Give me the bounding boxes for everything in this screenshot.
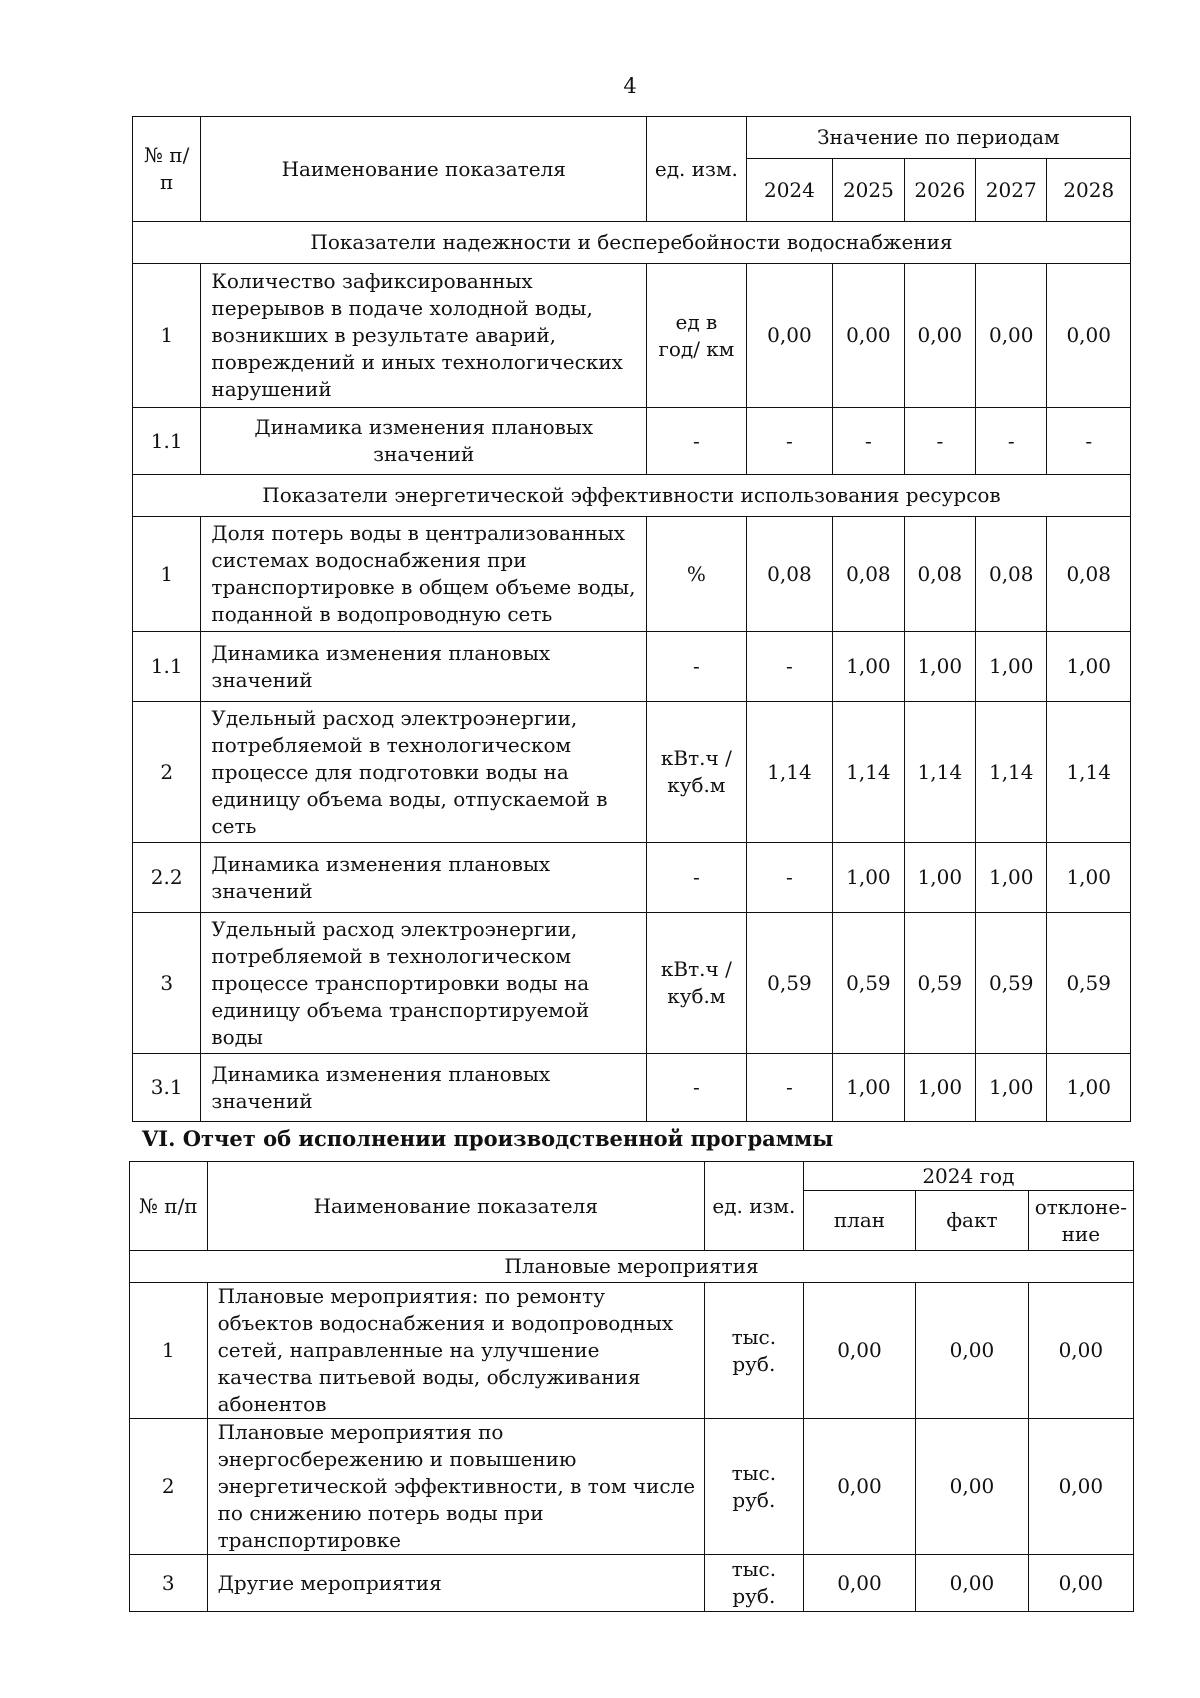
section-title-row [133,222,1131,264]
table-row [133,1054,1131,1122]
row-plan: 0,00 [803,1555,915,1612]
row-value: 0,08 [833,517,904,632]
row-num: 1 [133,517,201,632]
row-num: 3 [133,913,201,1054]
row-value: - [1047,408,1131,475]
row-unit: кВт.ч / куб.м [647,913,747,1054]
row-value: - [746,1054,833,1122]
table-row [133,408,1131,475]
header-unit: ед. изм. [704,1162,803,1251]
header-plan: план [803,1191,915,1251]
table2-header-row [130,1162,1134,1191]
row-plan: 0,00 [803,1283,915,1419]
header-period-group: Значение по периодам [746,117,1130,159]
header-year: 2027 [976,159,1047,222]
table-row [133,264,1131,408]
row-value: - [746,632,833,702]
row-name: Удельный расход электроэнергии, потребляемой в технологическом процессе транспортировки воды на единицу объема транспортируемой воды [201,913,647,1054]
row-value: 0,59 [833,913,904,1054]
table-row [133,843,1131,913]
row-value: 0,59 [904,913,975,1054]
row-value: 0,08 [904,517,975,632]
section-title-row [130,1251,1134,1283]
header-unit: ед. изм. [647,117,747,222]
row-value: 1,14 [746,702,833,843]
table-row [130,1283,1134,1419]
row-value: 0,00 [904,264,975,408]
row-unit: кВт.ч / куб.м [647,702,747,843]
header-year-group: 2024 год [803,1162,1133,1191]
row-value: 0,00 [976,264,1047,408]
header-name: Наименование показателя [207,1162,704,1251]
row-value: 1,00 [976,1054,1047,1122]
row-value: 0,59 [746,913,833,1054]
row-unit: - [647,632,747,702]
row-deviation: 0,00 [1028,1555,1133,1612]
table-row [133,632,1131,702]
row-value: 0,59 [976,913,1047,1054]
header-year: 2025 [833,159,904,222]
row-name: Плановые мероприятия по энергосбережению и повышению энергетической эффективности, в том числе по снижению потерь воды при транспортировке [207,1419,704,1555]
row-name: Динамика изменения плановых значений [201,408,647,475]
row-name: Количество зафиксированных перерывов в подаче холодной воды, возникших в результате аварий, повреждений и иных технологических нарушений [201,264,647,408]
row-fact: 0,00 [916,1555,1028,1612]
table-row [130,1555,1134,1612]
header-name: Наименование показателя [201,117,647,222]
row-value: - [833,408,904,475]
row-value: 1,00 [1047,843,1131,913]
row-value: 1,00 [976,843,1047,913]
row-plan: 0,00 [803,1419,915,1555]
section-vi-title: VI. Отчет об исполнении производственной программы [142,1126,834,1151]
row-value: 1,00 [833,843,904,913]
row-num: 2 [133,702,201,843]
row-num: 1.1 [133,632,201,702]
row-value: 1,00 [904,1054,975,1122]
row-value: 1,14 [904,702,975,843]
row-unit: ед в год/ км [647,264,747,408]
header-year: 2024 [746,159,833,222]
row-unit: - [647,1054,747,1122]
row-value: - [746,843,833,913]
row-value: 1,00 [976,632,1047,702]
row-value: 1,00 [1047,632,1131,702]
row-unit: тыс. руб. [704,1555,803,1612]
row-value: - [904,408,975,475]
header-year: 2028 [1047,159,1131,222]
row-unit: % [647,517,747,632]
row-value: 0,00 [746,264,833,408]
table-row [133,913,1131,1054]
table1-header-row [133,117,1131,159]
header-year: 2026 [904,159,975,222]
row-num: 1 [130,1283,208,1419]
row-value: 1,00 [833,1054,904,1122]
row-name: Динамика изменения плановых значений [201,1054,647,1122]
row-fact: 0,00 [916,1419,1028,1555]
row-num: 1 [133,264,201,408]
row-unit: - [647,843,747,913]
target-indicators-table [132,116,1131,1122]
row-fact: 0,00 [916,1283,1028,1419]
row-value: 0,08 [746,517,833,632]
row-value: - [746,408,833,475]
row-value: 1,14 [1047,702,1131,843]
row-value: 1,14 [833,702,904,843]
row-name: Удельный расход электроэнергии, потребляемой в технологическом процессе для подготовки воды на единицу объема воды, отпускаемой в сеть [201,702,647,843]
row-value: 1,00 [904,632,975,702]
row-name: Динамика изменения плановых значений [201,843,647,913]
header-deviation: отклоне-ние [1028,1191,1133,1251]
row-value: 1,00 [833,632,904,702]
header-fact: факт [916,1191,1028,1251]
section-title-planned: Плановые мероприятия [130,1251,1134,1283]
row-unit: тыс. руб. [704,1283,803,1419]
section-title-reliability: Показатели надежности и бесперебойности водоснабжения [133,222,1131,264]
row-num: 3 [130,1555,208,1612]
row-value: 0,00 [1047,264,1131,408]
row-num: 2 [130,1419,208,1555]
row-num: 1.1 [133,408,201,475]
section-title-row [133,475,1131,517]
table-row [133,517,1131,632]
row-num: 3.1 [133,1054,201,1122]
row-unit: тыс. руб. [704,1419,803,1555]
row-value: 1,00 [1047,1054,1131,1122]
page-number: 4 [623,74,637,98]
header-num: № п/п [133,117,201,222]
row-value: 0,08 [976,517,1047,632]
table-row [133,702,1131,843]
row-value: 0,08 [1047,517,1131,632]
row-name: Доля потерь воды в централизованных системах водоснабжения при транспортировке в общем объеме воды, поданной в водопроводную сеть [201,517,647,632]
row-name: Динамика изменения плановых значений [201,632,647,702]
row-value: 1,14 [976,702,1047,843]
program-report-table [129,1161,1134,1612]
section-title-energy: Показатели энергетической эффективности использования ресурсов [133,475,1131,517]
row-value: 0,00 [833,264,904,408]
row-deviation: 0,00 [1028,1419,1133,1555]
row-num: 2.2 [133,843,201,913]
row-deviation: 0,00 [1028,1283,1133,1419]
header-num: № п/п [130,1162,208,1251]
row-name: Другие мероприятия [207,1555,704,1612]
table-row [130,1419,1134,1555]
row-unit: - [647,408,747,475]
row-value: 1,00 [904,843,975,913]
row-value: - [976,408,1047,475]
row-value: 0,59 [1047,913,1131,1054]
row-name: Плановые мероприятия: по ремонту объектов водоснабжения и водопроводных сетей, направленные на улучшение качества питьевой воды, обслуживания абонентов [207,1283,704,1419]
